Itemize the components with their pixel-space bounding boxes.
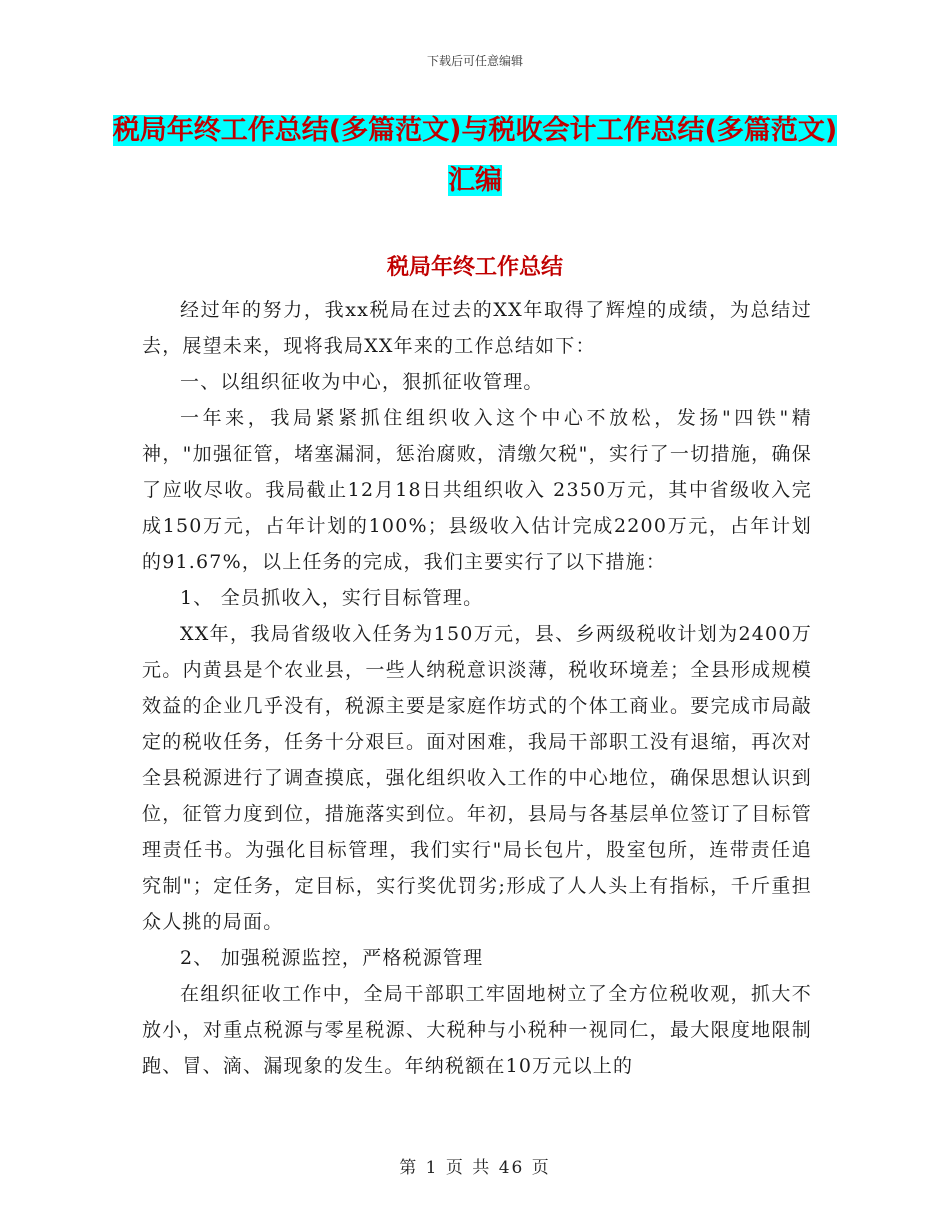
paragraph: XX年，我局省级收入任务为150万元，县、乡两级税收计划为2400万元。内黄县是个农业县，一些人纳税意识淡薄，税收环境差；全县形成规模效益的企业几乎没有，税源主要是家庭作坊式的个体工商业。要完成市局敲定的税收任务，任务十分艰巨。面对困难，我局干部职工没有退缩，再次对全县税源进行了调查摸底，强化组织收入工作的中心地位，确保思想认识到位，征管力度到位，措施落实到位。年初，县局与各基层单位签订了目标管理责任书。为强化目标管理，我们实行"局长包片，股室包所，连带责任追究制"；定任务，定目标，实行奖优罚劣;形成了人人头上有指标，千斤重担众人挑的局面。 bbox=[142, 623, 812, 933]
paragraph: 1、 全员抓收入，实行目标管理。 bbox=[180, 587, 484, 609]
page-number-footer: 第 1 页 共 46 页 bbox=[399, 1158, 551, 1178]
body-text bbox=[142, 292, 812, 1084]
document-title bbox=[100, 106, 850, 206]
paragraph: 一年来，我局紧紧抓住组织收入这个中心不放松，发扬"四铁"精神，"加强征管，堵塞漏洞，惩治腐败，清缴欠税"，实行了一切措施，确保了应收尽收。我局截止12月18日共组织收入 2350万元，其中省级收入完成150万元，占年计划的100%；县级收入估计完成2200万元，占年计划的91.67%，以上任务的完成，我们主要实行了以下措施： bbox=[142, 407, 812, 573]
section-title: 税局年终工作总结 bbox=[386, 255, 563, 280]
paragraph: 经过年的努力，我xx税局在过去的XX年取得了辉煌的成绩，为总结过去，展望未来，现将我局XX年来的工作总结如下： bbox=[142, 299, 812, 357]
paragraph: 在组织征收工作中，全局干部职工牢固地树立了全方位税收观，抓大不放小，对重点税源与零星税源、大税种与小税种一视同仁，最大限度地限制跑、冒、滴、漏现象的发生。年纳税额在10万元以上的 bbox=[142, 983, 812, 1077]
paragraph: 一、以组织征收为中心，狠抓征收管理。 bbox=[180, 371, 544, 393]
paragraph: 2、 加强税源监控，严格税源管理 bbox=[180, 947, 484, 969]
page-header-note: 下载后可任意编辑 bbox=[426, 54, 523, 68]
document-title-text: 税局年终工作总结(多篇范文)与税收会计工作总结(多篇范文)汇编 bbox=[112, 115, 838, 196]
